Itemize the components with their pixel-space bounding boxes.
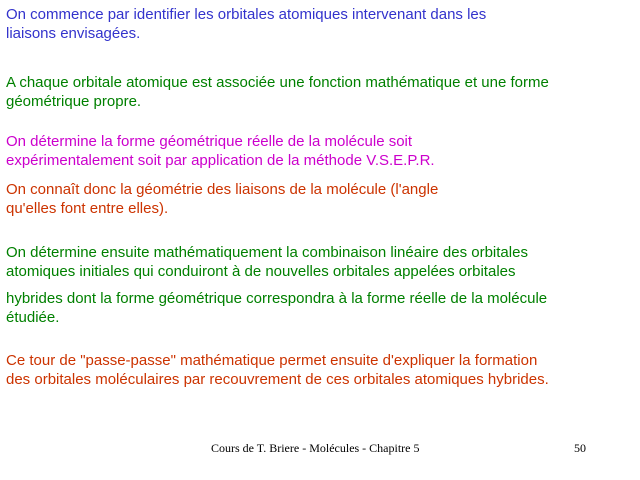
paragraph-real-geometry: [6, 132, 435, 170]
text-line: On détermine la forme géométrique réelle de la molécule soit: [6, 133, 413, 150]
text-line: On connaît donc la géométrie des liaisons de la molécule (l'angle: [6, 181, 439, 198]
footer-caption: Cours de T. Briere - Molécules - Chapitre 5: [211, 441, 420, 455]
paragraph-molecular-orbitals: [6, 351, 549, 389]
paragraph-bond-geometry: [6, 180, 438, 218]
text-line: étudiée.: [6, 309, 60, 326]
paragraph-orbitals-identification: [6, 5, 486, 43]
text-line: atomiques initiales qui conduiront à de nouvelles orbitales appelées orbitales: [6, 263, 516, 280]
text-line: des orbitales moléculaires par recouvrement de ces orbitales atomiques hybrides.: [6, 371, 549, 388]
text-line: qu'elles font entre elles).: [6, 200, 169, 217]
page-number: 50: [574, 441, 586, 455]
paragraph-hybrid-orbitals: [6, 289, 547, 327]
text-line: On détermine ensuite mathématiquement la combinaison linéaire des orbitales: [6, 244, 528, 261]
text-line: géométrique propre.: [6, 93, 142, 110]
text-line: hybrides dont la forme géométrique correspondra à la forme réelle de la molécule: [6, 290, 548, 307]
paragraph-linear-combination: [6, 243, 528, 281]
paragraph-atomic-orbital-function: [6, 73, 549, 111]
text-line: Ce tour de "passe-passe" mathématique permet ensuite d'expliquer la formation: [6, 352, 538, 369]
text-line: A chaque orbitale atomique est associée une fonction mathématique et une forme: [6, 74, 549, 91]
text-line: On commence par identifier les orbitales atomiques intervenant dans les: [6, 6, 487, 23]
text-line: expérimentalement soit par application de la méthode V.S.E.P.R.: [6, 152, 435, 169]
text-line: liaisons envisagées.: [6, 25, 141, 42]
